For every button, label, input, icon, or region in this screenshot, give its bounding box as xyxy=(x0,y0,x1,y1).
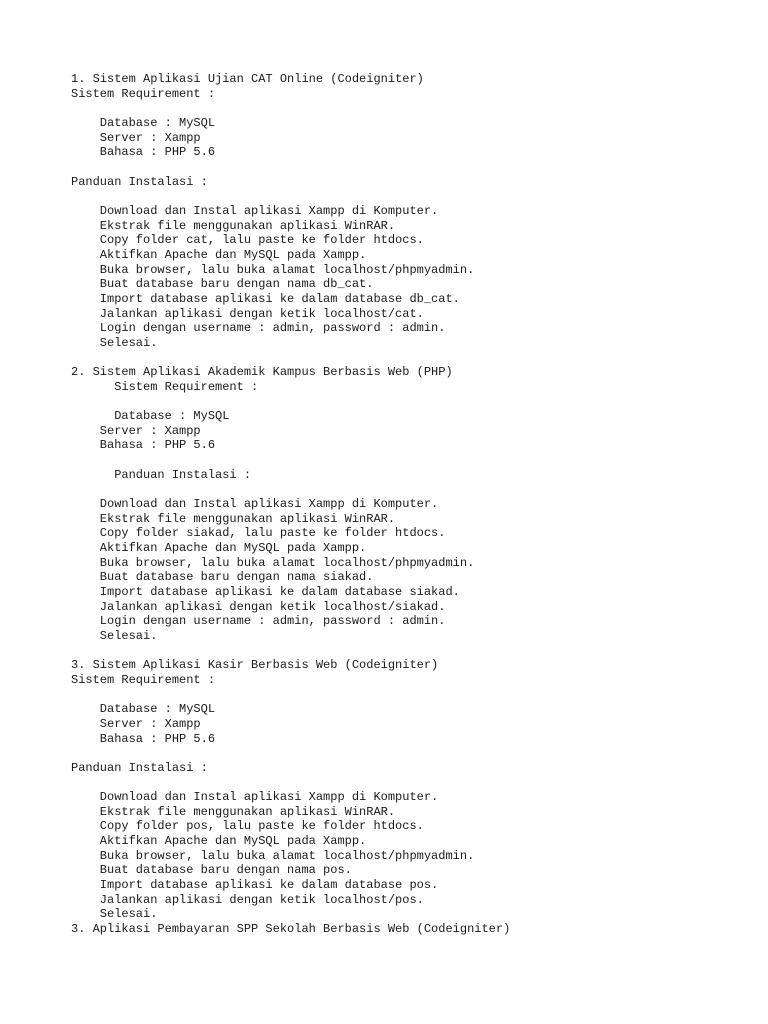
text-line: Jalankan aplikasi dengan ketik localhost/pos. xyxy=(71,892,424,907)
text-line: Bahasa : PHP 5.6 xyxy=(71,731,216,746)
text-line: Jalankan aplikasi dengan ketik localhost/cat. xyxy=(71,306,424,321)
text-line: Panduan Instalasi : xyxy=(71,760,208,775)
text-line xyxy=(71,453,751,468)
text-line: Download dan Instal aplikasi Xampp di Komputer. xyxy=(71,497,439,512)
text-line: Copy folder siakad, lalu paste ke folder htdocs. xyxy=(71,526,446,541)
text-line: Database : MySQL xyxy=(71,409,230,424)
text-line: Buka browser, lalu buka alamat localhost/phpmyadmin. xyxy=(71,262,475,277)
text-line: Import database aplikasi ke dalam database siakad. xyxy=(71,584,460,599)
text-line: Database : MySQL xyxy=(71,702,216,717)
text-line xyxy=(71,189,751,204)
text-line xyxy=(71,160,751,175)
text-line xyxy=(71,394,751,409)
text-line: Panduan Instalasi : xyxy=(71,174,208,189)
text-line xyxy=(71,688,751,703)
text-line: 3. Aplikasi Pembayaran SPP Sekolah Berbasis Web (Codeigniter) xyxy=(71,922,511,937)
text-line: Sistem Requirement : xyxy=(71,379,259,394)
text-line: Server : Xampp xyxy=(71,716,201,731)
text-line xyxy=(71,482,751,497)
text-line: Aktifkan Apache dan MySQL pada Xampp. xyxy=(71,834,367,849)
text-line: Selesai. xyxy=(71,335,158,350)
text-line xyxy=(71,746,751,761)
text-line: Buat database baru dengan nama pos. xyxy=(71,863,352,878)
text-line: Import database aplikasi ke dalam database db_cat. xyxy=(71,291,460,306)
text-line xyxy=(71,644,751,659)
text-line: Aktifkan Apache dan MySQL pada Xampp. xyxy=(71,541,367,555)
text-line: Copy folder cat, lalu paste ke folder htdocs. xyxy=(71,233,424,248)
text-line: Buat database baru dengan nama siakad. xyxy=(71,570,374,585)
text-line: 1. Sistem Aplikasi Ujian CAT Online (Codeigniter) xyxy=(71,72,424,86)
text-line: Sistem Requirement : xyxy=(71,86,216,101)
text-line: Buka browser, lalu buka alamat localhost/phpmyadmin. xyxy=(71,848,475,863)
text-line: Selesai. xyxy=(71,628,158,643)
text-line xyxy=(71,776,751,791)
text-line: Database : MySQL xyxy=(71,115,216,130)
text-line xyxy=(71,350,751,365)
text-line: Bahasa : PHP 5.6 xyxy=(71,145,216,160)
text-line: Login dengan username : admin, password : admin. xyxy=(71,614,446,629)
text-line: Server : Xampp xyxy=(71,130,201,145)
text-line: Buat database baru dengan nama db_cat. xyxy=(71,277,374,292)
text-line: 3. Sistem Aplikasi Kasir Berbasis Web (Codeigniter) xyxy=(71,658,439,673)
text-line: Aktifkan Apache dan MySQL pada Xampp. xyxy=(71,247,367,262)
text-line: Panduan Instalasi : xyxy=(71,467,252,482)
text-line: Sistem Requirement : xyxy=(71,672,216,687)
text-line: Selesai. xyxy=(71,907,158,922)
text-line: Ekstrak file menggunakan aplikasi WinRAR. xyxy=(71,511,396,526)
text-line: Buka browser, lalu buka alamat localhost/phpmyadmin. xyxy=(71,555,475,570)
text-line: Server : Xampp xyxy=(71,423,201,438)
text-line: Download dan Instal aplikasi Xampp di Komputer. xyxy=(71,203,439,218)
text-line xyxy=(71,101,751,116)
document-body xyxy=(71,72,751,937)
text-line: Copy folder pos, lalu paste ke folder htdocs. xyxy=(71,819,424,834)
text-line: Jalankan aplikasi dengan ketik localhost/siakad. xyxy=(71,599,446,614)
text-line: Import database aplikasi ke dalam database pos. xyxy=(71,878,439,893)
text-line: 2. Sistem Aplikasi Akademik Kampus Berbasis Web (PHP) xyxy=(71,365,453,380)
text-line: Ekstrak file menggunakan aplikasi WinRAR. xyxy=(71,804,396,819)
text-line: Login dengan username : admin, password : admin. xyxy=(71,321,446,336)
text-line: Download dan Instal aplikasi Xampp di Komputer. xyxy=(71,790,439,805)
text-line: Ekstrak file menggunakan aplikasi WinRAR. xyxy=(71,218,396,233)
text-line: Bahasa : PHP 5.6 xyxy=(71,438,216,453)
